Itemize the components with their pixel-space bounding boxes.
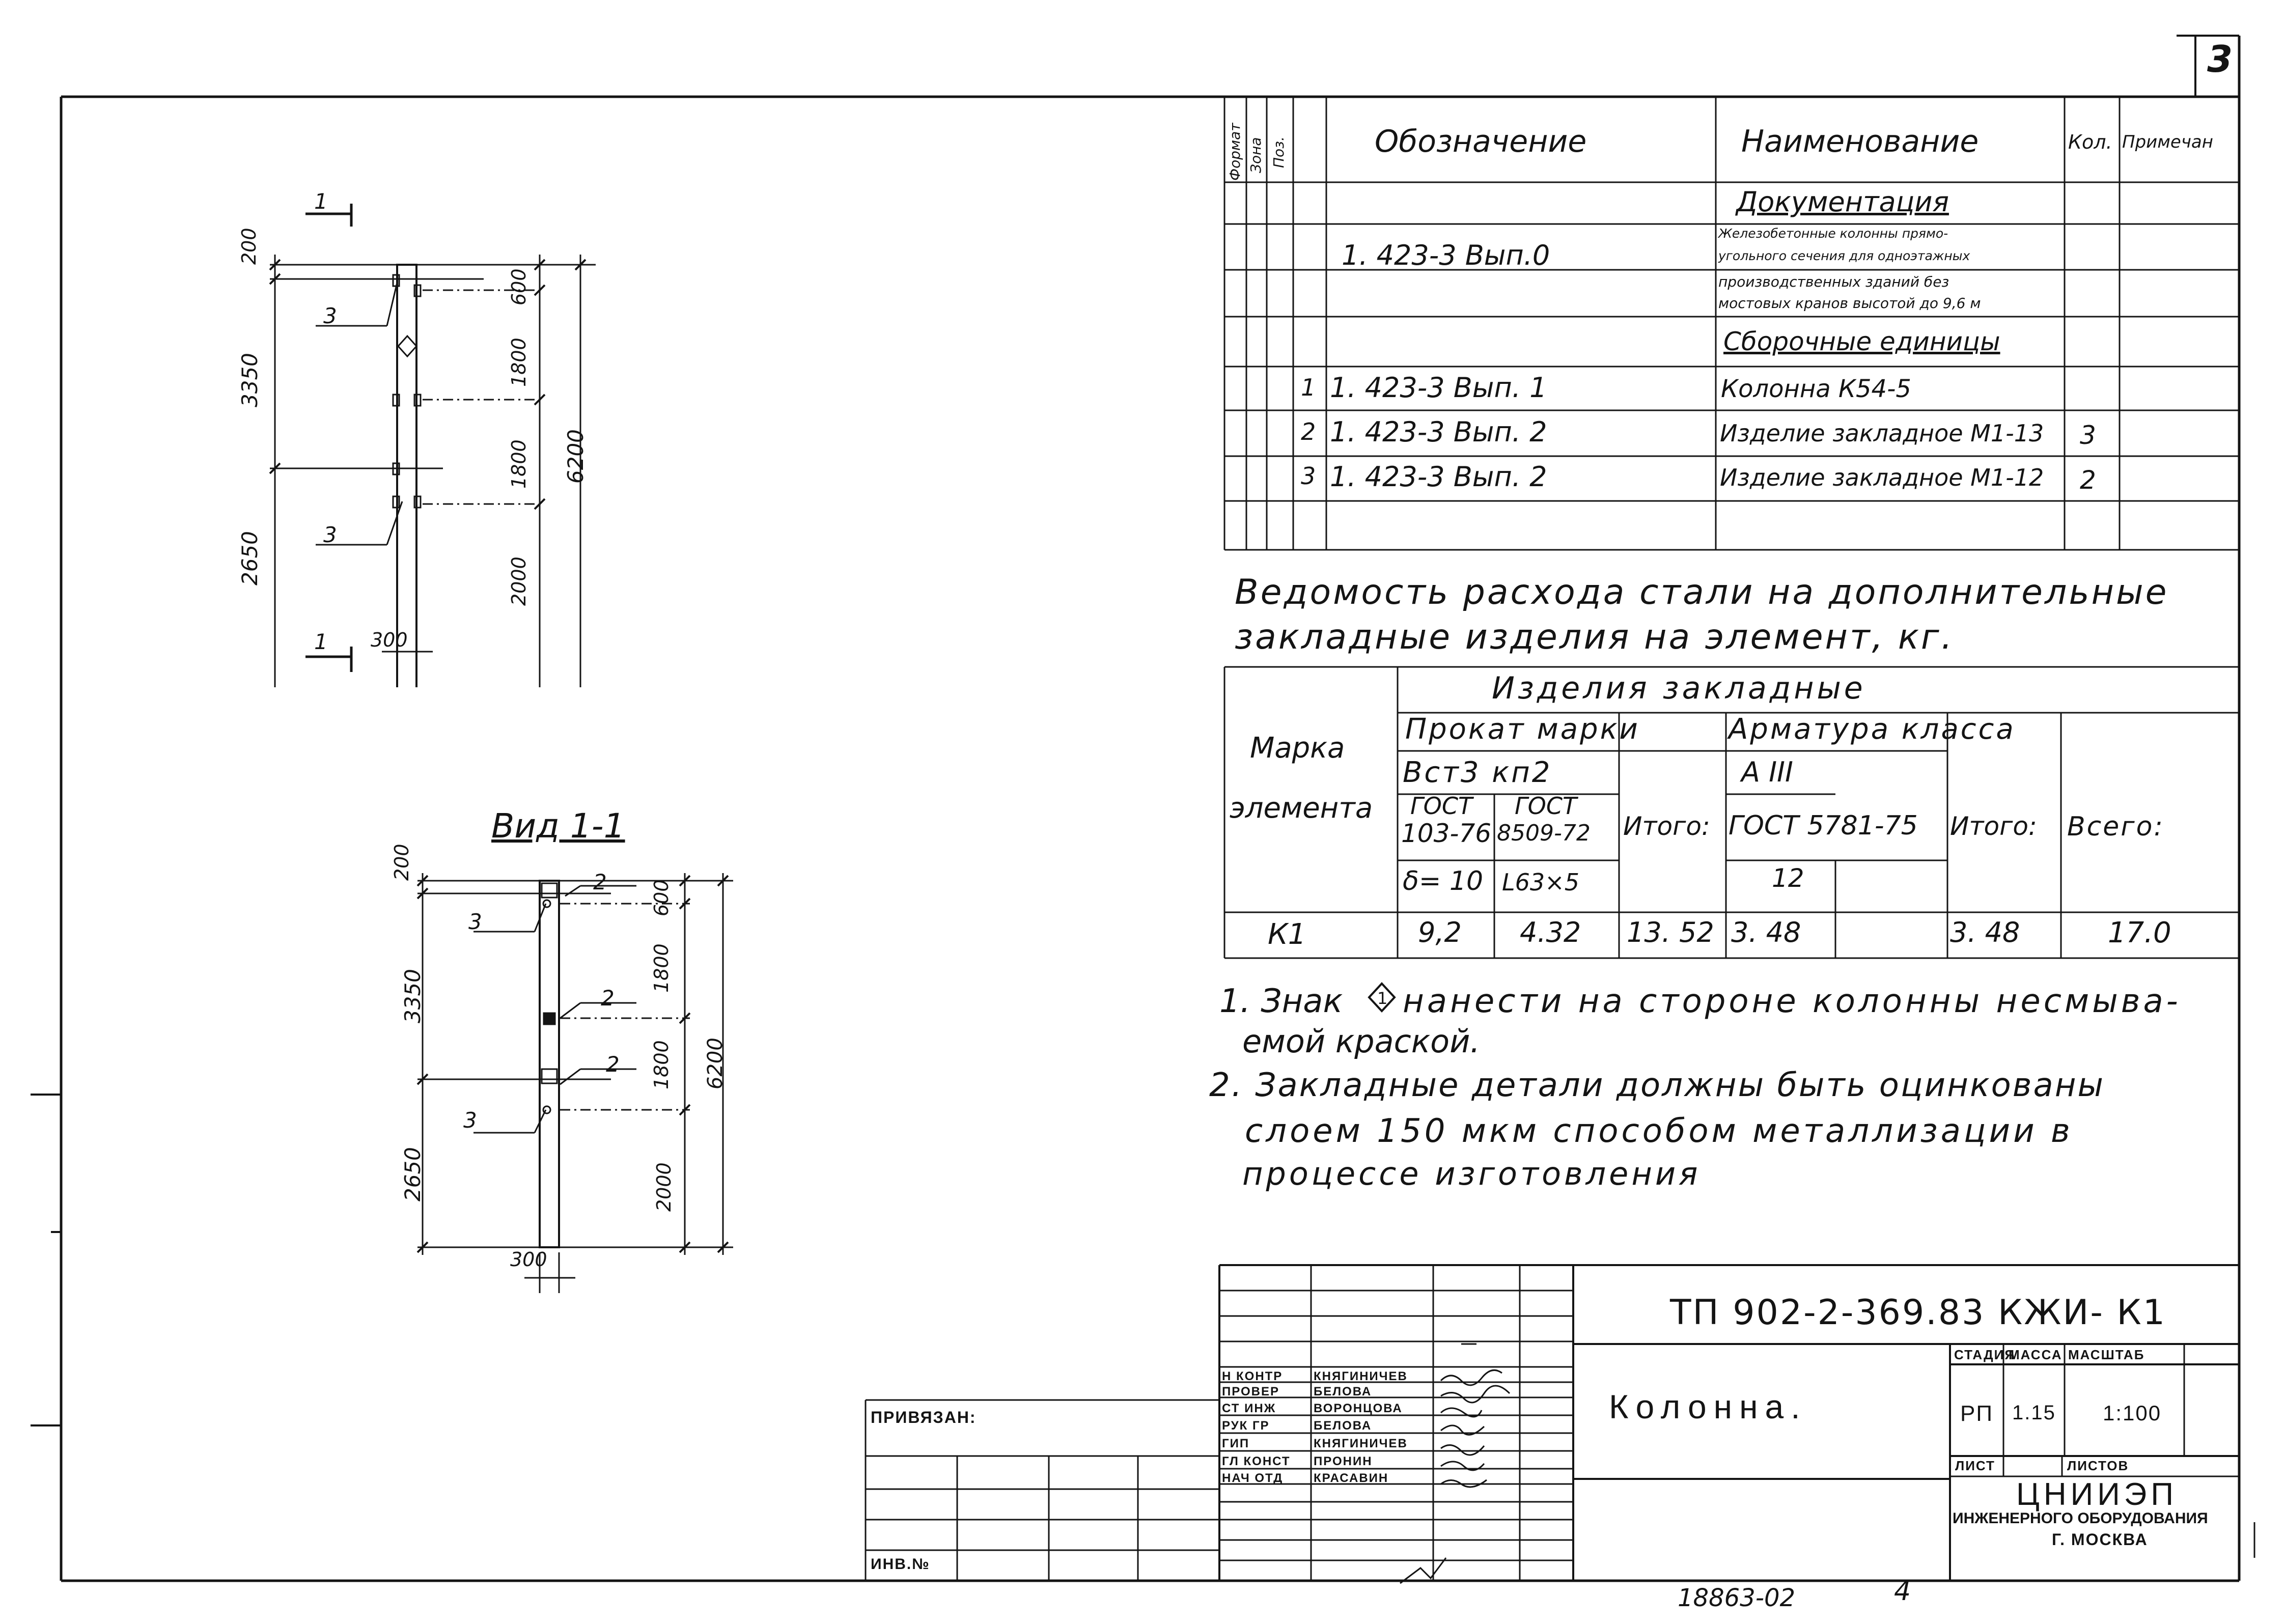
svg-text:1: 1: [1377, 989, 1388, 1008]
steel-row-total: 17.0: [2108, 916, 2171, 949]
organization: ЦНИИЭП: [2016, 1477, 2178, 1512]
group-header: Изделия закладные: [1492, 670, 1866, 706]
callout-view-3-upper: 3: [468, 909, 482, 934]
dim-1800b-top: 1800: [508, 439, 530, 489]
size-rebar: 12: [1772, 863, 1804, 893]
callout-pos-3-upper: 3: [323, 303, 337, 328]
document-code: ТП 902-2-369.83 КЖИ- К1: [1670, 1293, 2167, 1333]
dim-600-top: 600: [508, 268, 530, 305]
spec-row-name: Изделие закладное М1-12: [1720, 464, 2044, 491]
dim-200-view: 200: [391, 844, 413, 881]
width-dim-top: 300: [371, 629, 408, 651]
doc-name-line-3: производственных зданий без: [1718, 273, 1949, 290]
name-6: ПРОНИН: [1314, 1454, 1373, 1468]
footer-page: 4: [1894, 1576, 1911, 1607]
archive-number: 18863-02: [1678, 1584, 1796, 1612]
role-5: ГИП: [1222, 1437, 1250, 1450]
dim-6200-view: 6200: [704, 1038, 727, 1089]
dim-1800b-view: 1800: [650, 1040, 673, 1089]
spec-row-qty: 2: [2080, 465, 2096, 495]
header-note: Примечан: [2122, 132, 2213, 152]
dim-3350-top: 3350: [237, 353, 262, 407]
name-1: КНЯГИНИЧЕВ: [1314, 1369, 1408, 1383]
mass-label: МАССА: [2009, 1347, 2063, 1362]
section-mark-top: 1: [314, 189, 328, 214]
column-elevation-drawing: [229, 183, 616, 687]
header-name: Наименование: [1741, 124, 1979, 159]
steel-row-mark: К1: [1268, 918, 1306, 951]
doc-name-line-1: Железобетонные колонны прямо-: [1718, 226, 1948, 241]
name-7: КРАСАВИН: [1314, 1471, 1389, 1485]
subtotal-rolled: Итого:: [1623, 811, 1710, 841]
gost-5781: ГОСТ 5781-75: [1729, 810, 1918, 841]
doc-name-line-4: мостовых кранов высотой до 9,6 м: [1718, 295, 1981, 312]
mark-header-line-1: Марка: [1250, 732, 1345, 765]
name-3: ВОРОНЦОВА: [1314, 1402, 1403, 1415]
rebar-class: А III: [1741, 756, 1793, 788]
dim-3350-view: 3350: [400, 969, 425, 1023]
size-angle: L63×5: [1502, 869, 1579, 896]
width-dim-view: 300: [510, 1248, 547, 1271]
scale-value: 1:100: [2103, 1401, 2162, 1425]
spec-row-designation: 1. 423-3 Вып. 1: [1330, 372, 1547, 404]
header-format: Формат: [1227, 123, 1243, 181]
header-qty: Кол.: [2068, 131, 2112, 153]
note-1-line-2: емой краской.: [1242, 1023, 1481, 1060]
spec-row-name: Колонна К54-5: [1721, 375, 1911, 403]
callout-pos-3-lower: 3: [323, 522, 337, 547]
name-2: БЕЛОВА: [1314, 1385, 1372, 1398]
doc-name-line-2: угольного сечения для одноэтажных: [1718, 248, 1970, 263]
dim-2000-view: 2000: [653, 1162, 675, 1212]
name-4: БЕЛОВА: [1314, 1419, 1372, 1433]
name-5: КНЯГИНИЧЕВ: [1314, 1437, 1408, 1450]
callout-view-2-middle: 2: [601, 986, 615, 1011]
stage-value: РП: [1960, 1401, 1993, 1426]
dim-1800a-top: 1800: [508, 338, 530, 387]
steel-title-line-1: Ведомость расхода стали на дополнительные: [1235, 572, 2169, 612]
header-zone: Зона: [1247, 137, 1264, 173]
rebar-header: Арматура класса: [1729, 713, 2016, 746]
header-pos: Поз.: [1270, 136, 1287, 168]
dim-2650-view: 2650: [400, 1147, 425, 1201]
role-7: НАЧ ОТД: [1222, 1471, 1284, 1485]
gost-8509-label: ГОСТ: [1515, 792, 1577, 820]
spec-row-qty: 3: [2080, 421, 2096, 450]
document-title: Колонна.: [1609, 1388, 1807, 1425]
gost-103-number: 103-76: [1401, 819, 1492, 848]
dim-2650-top: 2650: [237, 531, 262, 585]
role-4: РУК ГР: [1222, 1419, 1270, 1433]
spec-row-designation: 1. 423-3 Вып. 2: [1330, 416, 1547, 448]
inventory-label: ИНВ.№: [871, 1556, 930, 1573]
callout-view-3-lower: 3: [463, 1108, 477, 1133]
spec-row-pos: 3: [1301, 462, 1316, 490]
spec-row-pos: 1: [1301, 374, 1316, 401]
sheets-label: ЛИСТОВ: [2067, 1458, 2129, 1473]
role-2: ПРОВЕР: [1222, 1385, 1279, 1398]
note-2-line-2: слоем 150 мкм способом металлизации в: [1245, 1112, 2073, 1150]
dim-200-top: 200: [238, 228, 260, 265]
gost-103-label: ГОСТ: [1410, 792, 1473, 820]
spec-row-designation: 1. 423-3 Вып. 2: [1330, 461, 1547, 493]
callout-view-2-lower: 2: [606, 1052, 620, 1077]
note-2-line-3: процессе изготовления: [1242, 1155, 1701, 1192]
subtotal-rebar: Итого:: [1950, 811, 2037, 841]
section-mark-bottom: 1: [314, 629, 328, 654]
steel-row-v2: 4.32: [1520, 916, 1581, 948]
role-6: ГЛ КОНСТ: [1222, 1454, 1291, 1468]
section-assembly: Сборочные единицы: [1723, 327, 2000, 356]
gost-8509-number: 8509-72: [1497, 820, 1591, 846]
callout-view-2-top: 2: [593, 870, 607, 894]
steel-grade: Вст3 кп2: [1403, 756, 1552, 789]
diamond-mark-icon: [1367, 982, 1397, 1013]
stage-label: СТАДИЯ: [1954, 1347, 2016, 1362]
steel-row-v3: 3. 48: [1731, 916, 1801, 948]
size-plate: δ= 10: [1403, 866, 1484, 897]
mass-value: 1.15: [2012, 1402, 2056, 1424]
view-title: Вид 1-1: [491, 806, 625, 846]
note-1-prefix: 1. Знак: [1219, 983, 1343, 1020]
header-designation: Обозначение: [1375, 124, 1587, 159]
doc-designation: 1. 423-3 Вып.0: [1342, 239, 1550, 271]
city: Г. МОСКВА: [2052, 1530, 2148, 1549]
privyazan-label: ПРИВЯЗАН:: [871, 1408, 977, 1426]
role-1: Н КОНТР: [1222, 1369, 1283, 1383]
note-1-line-1: нанести на стороне колонны несмыва-: [1403, 983, 2181, 1020]
sheet-label: ЛИСТ: [1955, 1458, 1995, 1473]
spec-row-pos: 2: [1301, 418, 1316, 445]
mark-header-line-2: элемента: [1230, 792, 1373, 825]
view-1-1-drawing: [387, 855, 743, 1303]
dim-1800a-view: 1800: [650, 943, 673, 993]
steel-row-v1: 9,2: [1418, 916, 1462, 948]
dim-6200-top: 6200: [563, 429, 588, 484]
section-documentation: Документация: [1736, 186, 1949, 218]
spec-row-name: Изделие закладное М1-13: [1720, 419, 2044, 447]
dim-2000-top: 2000: [508, 556, 530, 606]
role-3: СТ ИНЖ: [1222, 1402, 1276, 1415]
total-header: Всего:: [2067, 811, 2164, 842]
dim-600-view: 600: [650, 879, 673, 916]
steel-row-sum2: 3. 48: [1950, 916, 2020, 948]
sheet-number: 3: [2207, 38, 2233, 80]
organization-sub: ИНЖЕНЕРНОГО ОБОРУДОВАНИЯ: [1953, 1510, 2208, 1527]
steel-title-line-2: закладные изделия на элемент, кг.: [1235, 617, 1955, 657]
scale-label: МАСШТАБ: [2068, 1347, 2145, 1362]
note-2-line-1: 2. Закладные детали должны быть оцинкованы: [1209, 1067, 2105, 1104]
rolled-header: Прокат марки: [1405, 713, 1640, 746]
steel-row-sum1: 13. 52: [1627, 916, 1714, 948]
